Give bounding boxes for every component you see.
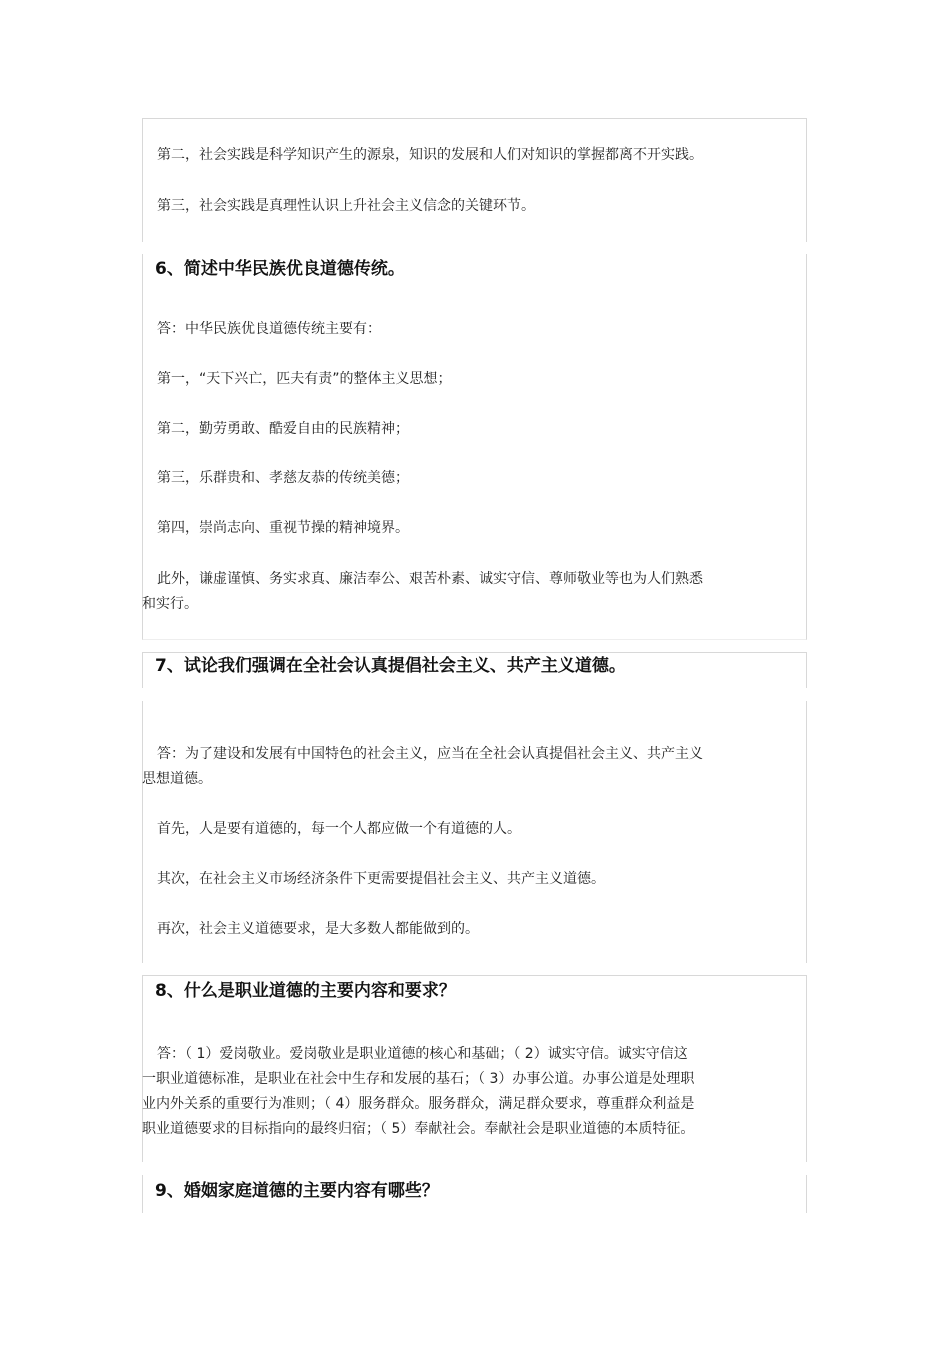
paragraph: 首先，人是要有道德的，每一个人都应做一个有道德的人。: [157, 821, 521, 837]
paragraph: 一职业道德标准，是职业在社会中生存和发展的基石；（ 3）办事公道。办事公道是处理职: [142, 1071, 695, 1087]
paragraph: 思想道德。: [142, 771, 212, 787]
question-heading: 6、简述中华民族优良道德传统。: [155, 259, 405, 279]
paragraph: 第二，勤劳勇敢、酷爱自由的民族精神；: [157, 421, 409, 437]
paragraph: 第四，崇尚志向、重视节操的精神境界。: [157, 520, 409, 536]
question-heading: 7、试论我们强调在全社会认真提倡社会主义、共产主义道德。: [155, 656, 626, 676]
paragraph: 业内外关系的重要行为准则；（ 4）服务群众。服务群众，满足群众要求，尊重群众利益是: [142, 1096, 695, 1112]
answer-intro: 答：为了建设和发展有中国特色的社会主义，应当在全社会认真提倡社会主义、共产主义: [157, 746, 703, 762]
paragraph: 职业道德要求的目标指向的最终归宿；（ 5）奉献社会。奉献社会是职业道德的本质特征。: [142, 1121, 695, 1137]
paragraph: 第三，社会实践是真理性认识上升社会主义信念的关键环节。: [157, 198, 535, 214]
paragraph: 此外，谦虚谨慎、务实求真、廉洁奉公、艰苦朴素、诚实守信、尊师敬业等也为人们熟悉: [157, 571, 703, 587]
question-heading: 8、什么是职业道德的主要内容和要求？: [155, 981, 456, 1001]
content-frame: [142, 118, 807, 242]
paragraph: 和实行。: [142, 596, 198, 612]
paragraph: 第一，“天下兴亡，匹夫有责”的整体主义思想；: [157, 371, 452, 387]
paragraph: 第二，社会实践是科学知识产生的源泉，知识的发展和人们对知识的掌握都离不开实践。: [157, 147, 703, 163]
paragraph: 再次，社会主义道德要求，是大多数人都能做到的。: [157, 921, 479, 937]
answer-intro: 答：（ 1）爱岗敬业。爱岗敬业是职业道德的核心和基础；（ 2）诚实守信。诚实守信这: [157, 1046, 688, 1062]
question-heading: 9、婚姻家庭道德的主要内容有哪些？: [155, 1181, 439, 1201]
answer-intro: 答：中华民族优良道德传统主要有：: [157, 321, 381, 337]
paragraph: 第三，乐群贵和、孝慈友恭的传统美德；: [157, 470, 409, 486]
paragraph: 其次，在社会主义市场经济条件下更需要提倡社会主义、共产主义道德。: [157, 871, 605, 887]
